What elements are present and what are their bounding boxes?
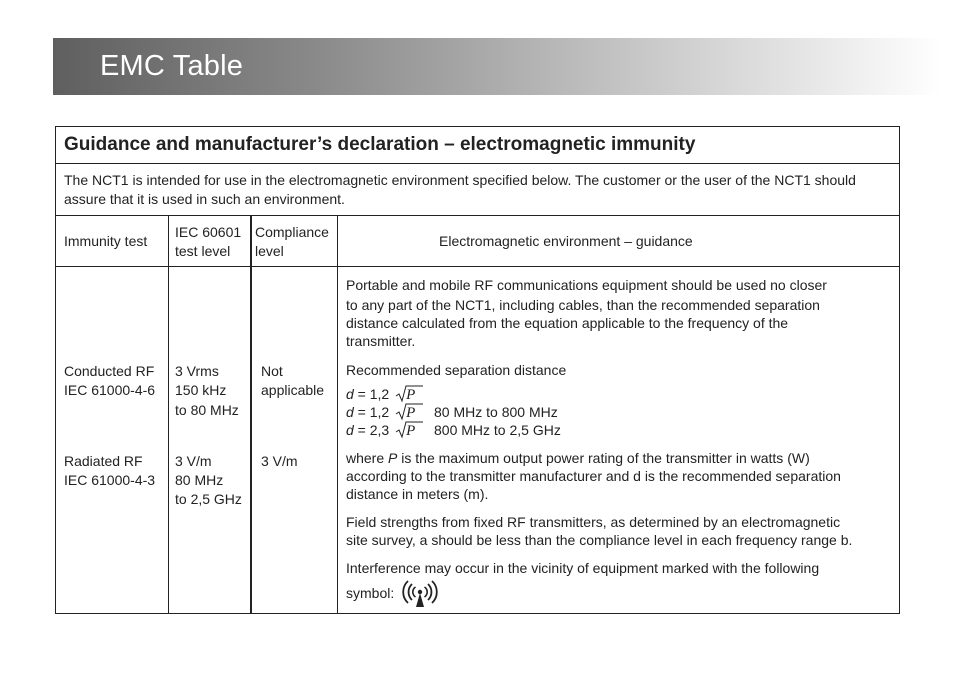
conducted-level: 3 Vrms: [175, 363, 219, 379]
row-divider: [56, 215, 899, 216]
table-heading: Guidance and manufacturer’s declaration – electromagnetic immunity: [64, 134, 696, 155]
interference-text: symbol:: [346, 578, 438, 614]
radiated-test-standard: IEC 61000-4-3: [64, 472, 156, 488]
conducted-compliance: applicable: [261, 382, 325, 398]
header-immunity-test: Immunity test: [64, 233, 148, 249]
radiated-level: to 2,5 GHz: [175, 491, 242, 507]
field-strength-text: Field strengths from fixed RF transmitters, as determined by an electromagnetic: [346, 514, 841, 530]
conducted-level: to 80 MHz: [175, 402, 239, 418]
guidance-portable: Portable and mobile RF communications equipment should be used no closer: [346, 277, 827, 293]
row-divider: [56, 266, 899, 267]
column-divider: [250, 215, 252, 613]
conducted-level: 150 kHz: [175, 382, 227, 398]
header-compliance: Compliance: [255, 224, 329, 240]
radiated-test: Radiated RF: [64, 453, 143, 469]
header-guidance: Electromagnetic environment – guidance: [439, 233, 693, 249]
guidance-portable: transmitter.: [346, 333, 416, 349]
header-compliance: level: [255, 243, 284, 259]
non-ionizing-radiation-icon: [402, 578, 438, 614]
where-text: where P is the maximum output power rating of the transmitter in watts (W): [346, 450, 810, 466]
square-root-symbol: P: [395, 403, 423, 421]
guidance-portable: distance calculated from the equation applicable to the frequency of the: [346, 315, 789, 331]
equation-3: d = 2,3 P 800 MHz to 2,5 GHz: [346, 422, 561, 439]
square-root-symbol: P: [395, 385, 423, 403]
interference-text: Interference may occur in the vicinity of equipment marked with the following: [346, 560, 820, 576]
page-title: EMC Table: [100, 50, 244, 82]
conducted-compliance: Not: [261, 363, 283, 379]
conducted-test: Conducted RF: [64, 363, 155, 379]
conducted-test-standard: IEC 61000-4-6: [64, 382, 156, 398]
emc-immunity-table: [55, 126, 900, 614]
where-text: distance in meters (m).: [346, 486, 489, 502]
title-banner: [53, 38, 940, 95]
column-divider: [337, 215, 338, 613]
header-iec-level: test level: [175, 243, 231, 259]
field-strength-text: site survey, a should be less than the compliance level in each frequency range b.: [346, 532, 853, 548]
recommended-distance-label: Recommended separation distance: [346, 362, 567, 378]
intro-text: The NCT1 is intended for use in the electromagnetic environment specified below. The customer or the user of the NCT1 should assure that it is used in such an environment.: [64, 172, 856, 207]
radiated-level: 3 V/m: [175, 453, 212, 469]
row-divider: [56, 163, 899, 164]
radiated-level: 80 MHz: [175, 472, 224, 488]
where-text: according to the transmitter manufacturer and d is the recommended separation: [346, 468, 841, 484]
radiated-compliance: 3 V/m: [261, 453, 298, 469]
column-divider: [168, 215, 169, 613]
header-iec-level: IEC 60601: [175, 224, 242, 240]
square-root-symbol: P: [395, 421, 423, 439]
equation-2: d = 1,2 P 80 MHz to 800 MHz: [346, 404, 558, 421]
equation-1: d = 1,2 P: [346, 385, 423, 403]
guidance-portable: to any part of the NCT1, including cables, than the recommended separation: [346, 297, 820, 313]
